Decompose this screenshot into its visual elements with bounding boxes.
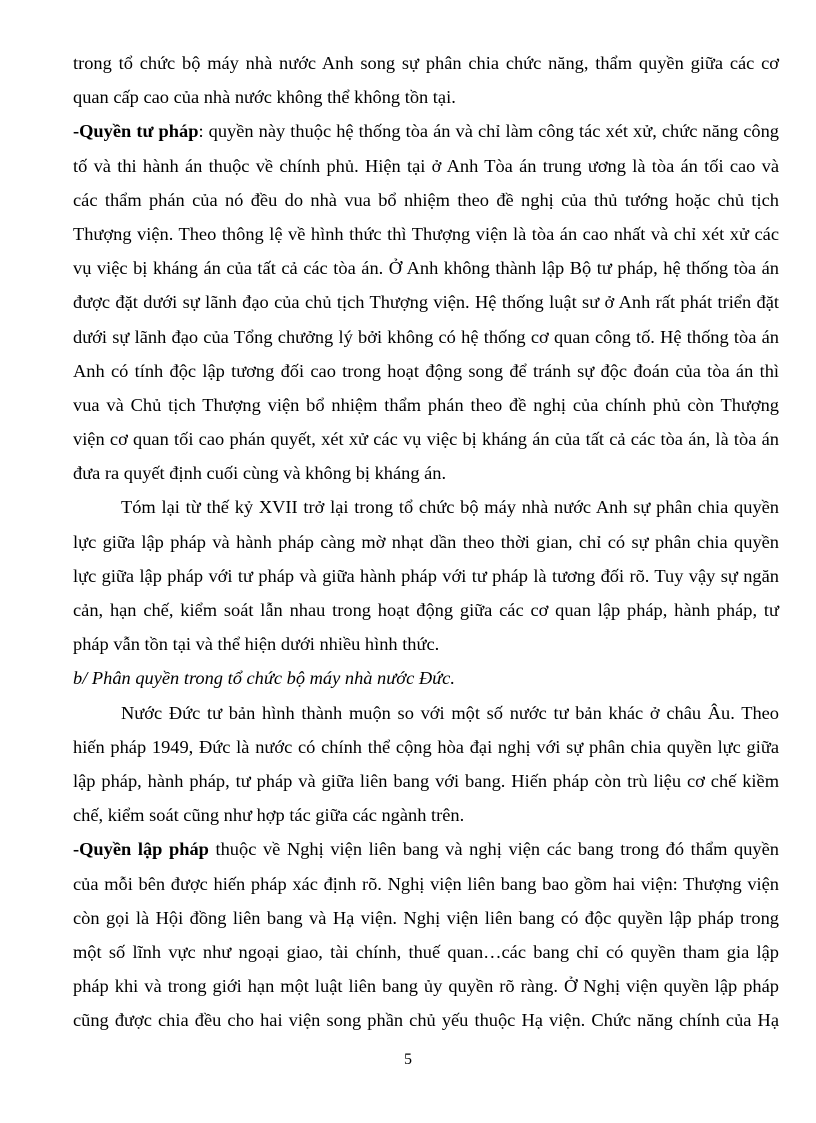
- text-line: [73, 764, 779, 798]
- text-line: [73, 901, 779, 935]
- line-text: của mỗi bên được hiến pháp xác định rõ. Nghị viện liên bang bao gồm hai viện: Thượng viện: [73, 873, 779, 894]
- line-text: các thẩm phán của nó đều do nhà vua bổ nhiệm theo đề nghị của thủ tướng hoặc chủ tịch: [73, 189, 779, 210]
- text-line: [73, 696, 779, 730]
- text-line: [73, 525, 779, 559]
- line-text: pháp khi và trong giới hạn một luật liên bang ủy quyền rõ ràng. Ở Nghị viện quyền lập pháp: [73, 976, 779, 997]
- text-line: [73, 490, 779, 524]
- line-text: vụ việc bị kháng án của tất cả các tòa án. Ở Anh không thành lập Bộ tư pháp, hệ thống tòa án: [73, 258, 779, 279]
- line-text: Nước Đức tư bản hình thành muộn so với một số nước tư bản khác ở châu Âu. Theo: [121, 702, 779, 723]
- line-text: thuộc về Nghị viện liên bang và nghị viện các bang trong đó thẩm quyền: [208, 839, 779, 860]
- text-line: [73, 114, 779, 148]
- text-line: [73, 46, 779, 80]
- text-line: [73, 559, 779, 593]
- text-line: [73, 661, 779, 695]
- text-line: [73, 969, 779, 1003]
- text-line: [73, 730, 779, 764]
- text-line: [73, 798, 779, 832]
- line-text: trong tổ chức bộ máy nhà nước Anh song sự phân chia chức năng, thẩm quyền giữa các cơ: [73, 53, 779, 73]
- text-line: [73, 832, 779, 866]
- line-text: pháp vẫn tồn tại và thể hiện dưới nhiều hình thức.: [73, 634, 440, 655]
- text-line: [73, 149, 779, 183]
- text-line: [73, 593, 779, 627]
- text-line: [73, 80, 779, 114]
- line-text: cản, hạn chế, kiểm soát lẫn nhau trong hoạt động giữa các cơ quan lập pháp, hành pháp, tư: [73, 600, 779, 620]
- text-line: [73, 285, 779, 319]
- text-line: [73, 935, 779, 969]
- text-line: [73, 422, 779, 456]
- line-text: cũng được chia đều cho hai viện song phần chủ yếu thuộc Hạ viện. Chức năng chính của Hạ: [73, 1010, 779, 1031]
- line-text: Tóm lại từ thế kỷ XVII trở lại trong tổ chức bộ máy nhà nước Anh sự phân chia quyền: [121, 497, 779, 518]
- line-text: b/ Phân quyền trong tổ chức bộ máy nhà nước Đức.: [73, 668, 455, 689]
- line-text: tố và thi hành án thuộc về chính phủ. Hiện tại ở Anh Tòa án trung ương là tòa án tối cao và: [73, 155, 779, 176]
- line-text: viện cơ quan tối cao phán quyết, xét xử các vụ việc bị kháng án của tất cả các tòa án, là tòa án: [73, 429, 779, 450]
- line-text: còn gọi là Hội đồng liên bang và Hạ viện. Nghị viện liên bang có độc quyền lập pháp trong: [73, 907, 779, 928]
- text-line: [73, 627, 779, 661]
- line-text: dưới sự lãnh đạo của Tổng chưởng lý bởi không có hệ thống cơ quan công tố. Hệ thống tòa án: [73, 326, 779, 347]
- line-text: lập pháp, hành pháp, tư pháp và giữa liên bang với bang. Hiến pháp còn trù liệu cơ chế kiềm: [73, 770, 779, 791]
- text-line: [73, 867, 779, 901]
- line-text: Anh có tính độc lập tương đối cao trong hoạt động song để tránh sự độc đoán của tòa án thì: [73, 360, 779, 381]
- text-line: [73, 354, 779, 388]
- bold-heading: -Quyền tư pháp: [73, 121, 199, 142]
- line-text: chế, kiểm soát cũng như hợp tác giữa các ngành trên.: [73, 805, 465, 826]
- line-text: được đặt dưới sự lãnh đạo của chủ tịch Thượng viện. Hệ thống luật sư ở Anh rất phát triển đặt: [73, 292, 779, 313]
- text-line: [73, 1003, 779, 1037]
- page-number: 5: [404, 1051, 412, 1068]
- line-text: lực giữa lập pháp với tư pháp và giữa hành pháp với tư pháp là tương đối rõ. Tuy vậy sự ngăn: [73, 565, 779, 586]
- line-text: đưa ra quyết định cuối cùng và không bị kháng án.: [73, 463, 447, 484]
- line-text: lực giữa lập pháp và hành pháp càng mờ nhạt dần theo thời gian, chỉ có sự phân chia quyền: [73, 531, 779, 552]
- text-line: [73, 251, 779, 285]
- text-line: [73, 183, 779, 217]
- text-line: [73, 388, 779, 422]
- document-body: [73, 46, 779, 1037]
- line-text: quan cấp cao của nhà nước không thể không tồn tại.: [73, 87, 456, 108]
- line-text: : quyền này thuộc hệ thống tòa án và chỉ làm công tác xét xử, chức năng công: [198, 121, 780, 142]
- line-text: vua và Chủ tịch Thượng viện bổ nhiệm thẩm phán theo đề nghị của chính phủ còn Thượng: [73, 394, 779, 415]
- line-text: hiến pháp 1949, Đức là nước có chính thể cộng hòa đại nghị với sự phân chia quyền lực giữa: [73, 736, 779, 757]
- bold-heading: -Quyền lập pháp: [73, 839, 209, 860]
- line-text: một số lĩnh vực như ngoại giao, tài chính, thuế quan…các bang chỉ có quyền tham gia lập: [73, 941, 779, 962]
- text-line: [73, 456, 779, 490]
- text-line: [73, 320, 779, 354]
- line-text: Thượng viện. Theo thông lệ về hình thức thì Thượng viện là tòa án cao nhất và chỉ xét xử các: [73, 223, 779, 244]
- text-line: [73, 217, 779, 251]
